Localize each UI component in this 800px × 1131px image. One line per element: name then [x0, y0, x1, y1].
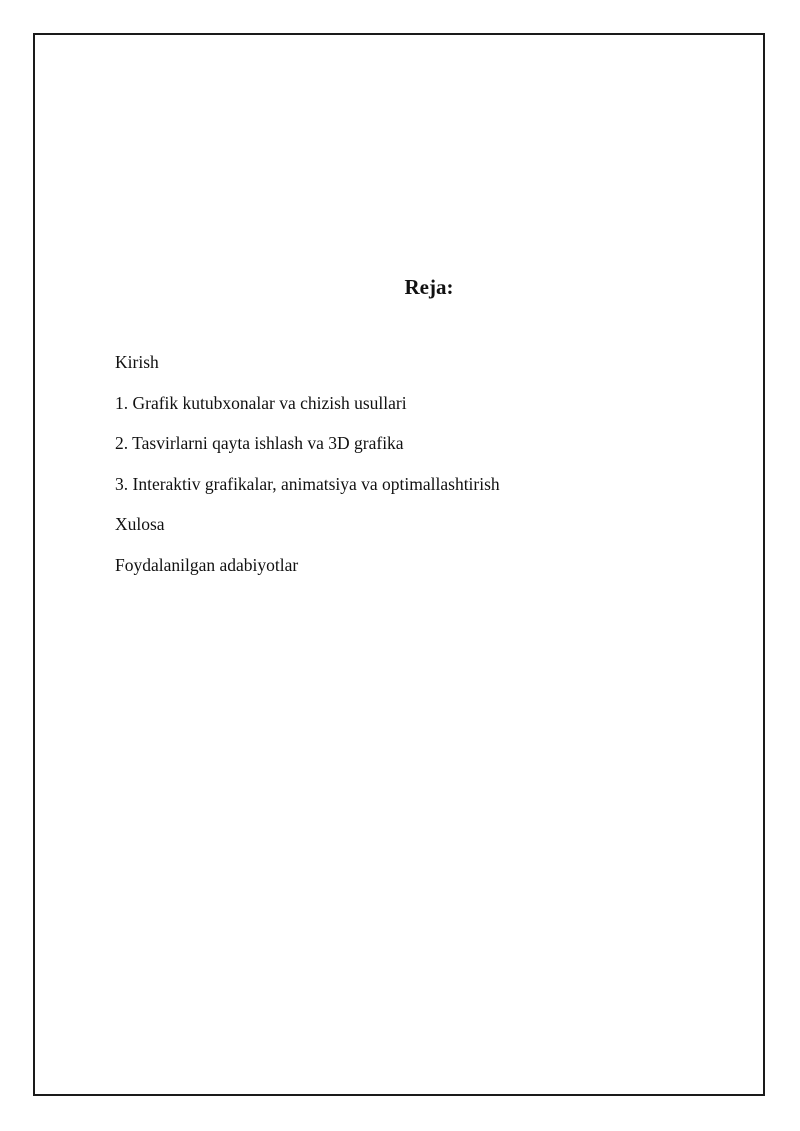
- plan-list: [115, 350, 500, 594]
- plan-item-conclusion: Xulosa: [115, 514, 165, 535]
- plan-item-chapter-2: 2. Tasvirlarni qayta ishlash va 3D grafika: [115, 433, 404, 454]
- plan-item-references: Foydalanilgan adabiyotlar: [115, 554, 299, 575]
- plan-title: Reja:: [404, 275, 454, 299]
- plan-item-introduction: Kirish: [115, 352, 159, 372]
- plan-item-chapter-3: 3. Interaktiv grafikalar, animatsiya va optimallashtirish: [115, 473, 500, 494]
- plan-item-chapter-1: 1. Grafik kutubxonalar va chizish usullari: [115, 392, 407, 413]
